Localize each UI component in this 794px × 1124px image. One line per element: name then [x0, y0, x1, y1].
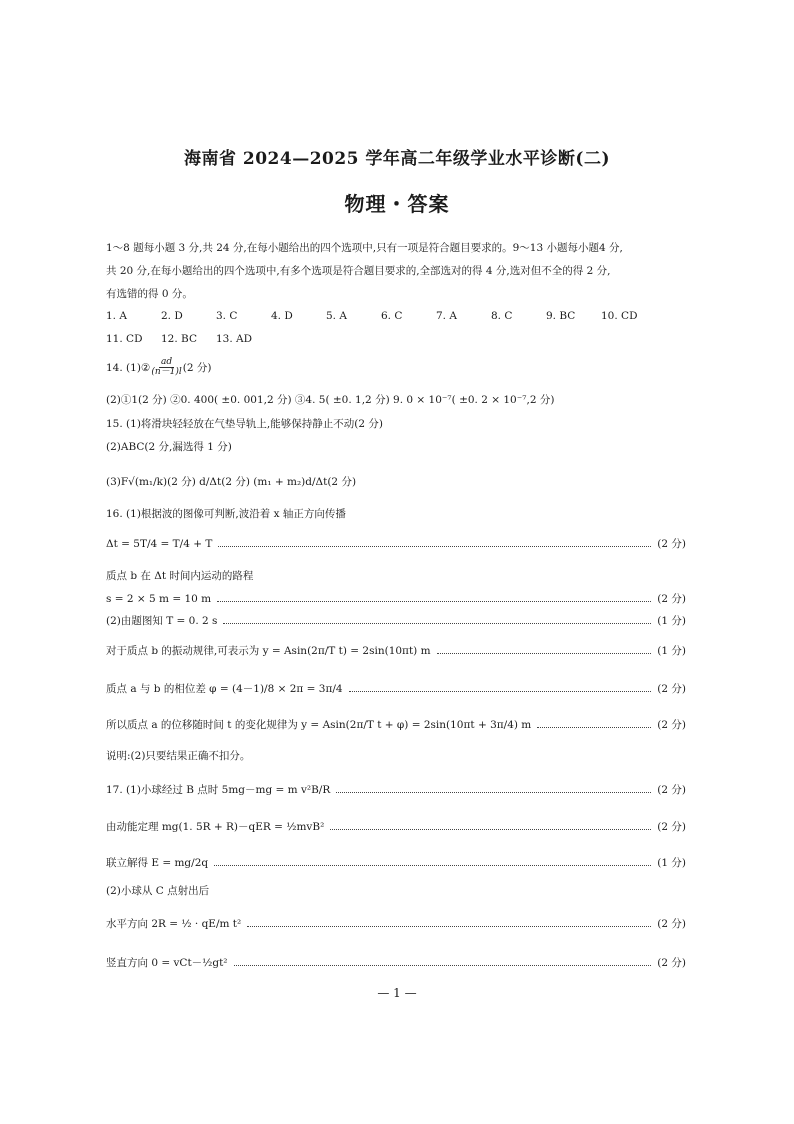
q16-line-3: 质点 b 在 Δt 时间内运动的路程: [106, 570, 254, 582]
answer-item: 4. D: [271, 310, 293, 322]
q16-line-1: 16. (1)根据波的图像可判断,波沿着 x 轴正方向传播: [106, 508, 346, 520]
dot-leader: [349, 691, 652, 692]
q15-part2: (2)ABC(2 分,漏选得 1 分): [106, 441, 232, 453]
q16-line-5: (2)由题图知 T = 0. 2 s (1 分): [106, 615, 686, 627]
q14-part1: 14. (1)② $\frac{ad}{(n-1)l}$ (2 分): [106, 357, 212, 378]
answers-row-2: [106, 333, 271, 345]
q17-line-6: 竖直方向 0 = vCt－½gt² (2 分): [106, 957, 686, 969]
dot-leader: [437, 653, 652, 654]
answer-item: 12. BC: [161, 333, 197, 345]
dot-leader: [214, 865, 651, 866]
q16-note: 说明:(2)只要结果正确不扣分。: [106, 750, 251, 762]
answer-item: 8. C: [491, 310, 513, 322]
q16-line-8: 所以质点 a 的位移随时间 t 的变化规律为 y = Asin(2π/T t + φ) = 2sin(10πt + 3π/4) m (2 分): [106, 719, 686, 731]
page-title: 海南省 2024—2025 学年高二年级学业水平诊断(二): [183, 149, 611, 169]
q16-line-4: s = 2 × 5 m = 10 m (2 分): [106, 592, 686, 605]
answer-item: 9. BC: [546, 310, 576, 322]
answer-item: 2. D: [161, 310, 183, 322]
answers-row-1: [106, 310, 656, 322]
answer-item: 7. A: [436, 310, 457, 322]
dot-leader: [234, 965, 652, 966]
q16-line-2: Δt = 5T/4 = T/4 + T (2 分): [106, 537, 686, 550]
dot-leader: [247, 926, 651, 927]
q17-line-1: 17. (1)小球经过 B 点时 5mg－mg = m v²B/R (2 分): [106, 784, 686, 796]
dot-leader: [330, 829, 651, 830]
q17-line-3: 联立解得 E = mg/2q (1 分): [106, 857, 686, 869]
dot-leader: [537, 727, 651, 728]
q15-part3: (3)F√(m₁/k)(2 分) d/Δt(2 分) (m₁ + m₂)d/Δt(2 分): [106, 476, 357, 488]
answer-item: 3. C: [216, 310, 238, 322]
page-number: — 1 —: [377, 986, 417, 1000]
q17-line-2: 由动能定理 mg(1. 5R + R)－qER = ½mvB² (2 分): [106, 821, 686, 833]
intro-line-1: 1～8 题每小题 3 分,共 24 分,在每小题给出的四个选项中,只有一项是符合题目要求的。9～13 小题每小题4 分,: [106, 242, 623, 254]
q15-part1: 15. (1)将滑块轻轻放在气垫导轨上,能够保持静止不动(2 分): [106, 418, 383, 430]
answer-item: 10. CD: [601, 310, 638, 322]
answer-item: 11. CD: [106, 333, 143, 345]
intro-line-3: 有选错的得 0 分。: [106, 288, 193, 300]
answer-item: 13. AD: [216, 333, 253, 345]
dot-leader: [223, 623, 651, 624]
page-subtitle: 物理・答案: [344, 192, 450, 216]
answer-item: 5. A: [326, 310, 347, 322]
dot-leader: [217, 601, 651, 602]
q16-line-6: 对于质点 b 的振动规律,可表示为 y = Asin(2π/T t) = 2sin(10πt) m (1 分): [106, 645, 686, 657]
q17-line-5: 水平方向 2R = ½ · qE/m t² (2 分): [106, 918, 686, 930]
q16-line-7: 质点 a 与 b 的相位差 φ = (4－1)/8 × 2π = 3π/4 (2 分): [106, 683, 686, 695]
dot-leader: [336, 792, 651, 793]
q14-fraction: $\frac{ad}{(n-1)l}$: [151, 357, 182, 378]
answer-item: 1. A: [106, 310, 127, 322]
dot-leader: [218, 546, 651, 547]
q17-line-4: (2)小球从 C 点射出后: [106, 885, 210, 897]
intro-line-2: 共 20 分,在每小题给出的四个选项中,有多个选项是符合题目要求的,全部选对的得 4 分,选对但不全的得 2 分,: [106, 265, 611, 277]
q14-part2: (2)①1(2 分) ②0. 400( ±0. 001,2 分) ③4. 5( ±0. 1,2 分) 9. 0 × 10⁻⁷( ±0. 2 × 10⁻⁷,2 分): [106, 394, 555, 406]
answer-item: 6. C: [381, 310, 403, 322]
